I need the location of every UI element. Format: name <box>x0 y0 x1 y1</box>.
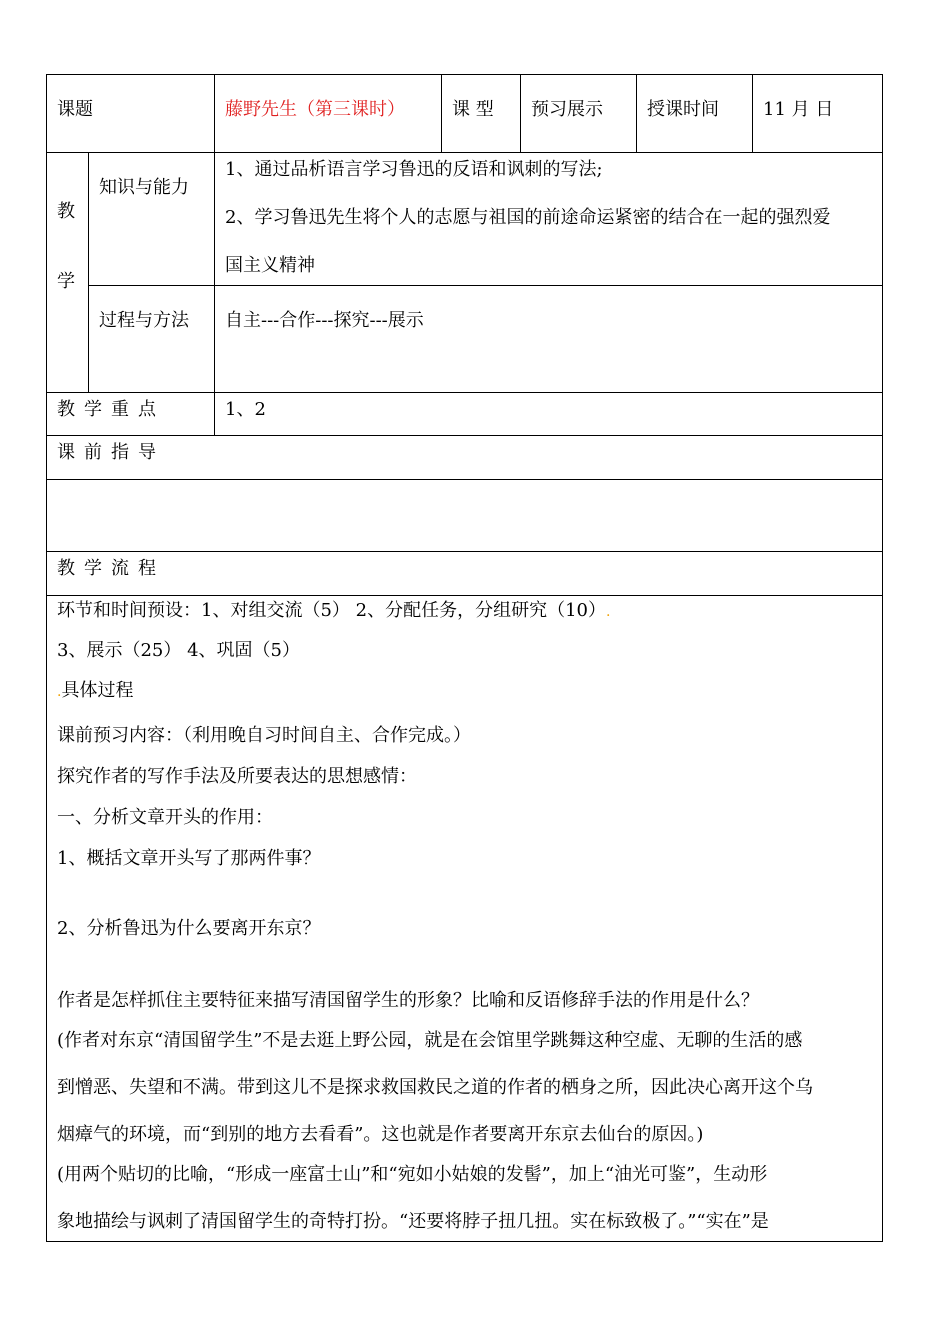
topic-value-cell <box>215 75 442 153</box>
time-value: 11 月 日 <box>763 99 834 120</box>
teaching-group-cell <box>47 153 89 393</box>
flow-line-11: 到憎恶、失望和不满。带到这儿不是探求救国救民之道的作者的栖身之所，因此决心离开这个乌 <box>57 1077 813 1098</box>
teaching-group-label <box>47 153 88 317</box>
topic-label-cell <box>47 75 215 153</box>
flow-content-row <box>47 596 883 1242</box>
time-label-cell <box>637 75 753 153</box>
flow-line-7: 1、概括文章开头写了那两件事？ <box>57 848 321 869</box>
type-label: 课 型 <box>452 99 494 120</box>
focus-label: 教学重点 <box>57 399 165 420</box>
flow-label-row <box>47 552 883 596</box>
focus-label-cell <box>47 393 215 436</box>
knowledge-content <box>215 153 882 277</box>
knowledge-row <box>47 153 883 286</box>
lesson-plan-table <box>46 74 883 1242</box>
guidance-row <box>47 436 883 480</box>
group-label-char-1: 教 <box>57 201 75 222</box>
flow-content <box>47 596 882 1241</box>
time-label: 授课时间 <box>647 99 719 120</box>
flow-line-1 <box>57 600 876 640</box>
time-value-cell <box>753 75 883 153</box>
type-value-cell <box>521 75 637 153</box>
guidance-body-cell <box>47 480 883 552</box>
flow-line-6: 一、分析文章开头的作用： <box>57 807 273 828</box>
topic-label: 课题 <box>57 99 93 120</box>
flow-line-12: 烟瘴气的环境，而“到别的地方去看看”。这也就是作者要离开东京去仙台的原因。) <box>57 1124 704 1145</box>
flow-line-4: 课前预习内容：（利用晚自习时间自主、合作完成。） <box>57 725 471 746</box>
flow-line-3 <box>57 680 876 725</box>
flow-content-cell <box>47 596 883 1242</box>
flow-line-5: 探究作者的写作手法及所要表达的思想感情： <box>57 766 417 787</box>
process-value: 自主---合作---探究---展示 <box>225 310 424 331</box>
guidance-label-cell <box>47 436 883 480</box>
knowledge-label-cell <box>89 153 215 286</box>
type-value: 预习展示 <box>531 99 603 120</box>
header-row <box>47 75 883 153</box>
edit-mark-1: . <box>605 604 611 620</box>
type-label-cell <box>442 75 521 153</box>
knowledge-label: 知识与能力 <box>99 177 189 198</box>
group-label-char-2: 学 <box>57 271 75 292</box>
process-label-cell <box>89 286 215 393</box>
flow-line-9: 作者是怎样抓住主要特征来描写清国留学生的形象？比喻和反语修辞手法的作用是什么？ <box>57 990 759 1011</box>
knowledge-item-1: 1、通过品析语言学习鲁迅的反语和讽刺的写法; <box>225 159 603 180</box>
focus-value: 1、2 <box>225 399 266 420</box>
focus-row <box>47 393 883 436</box>
knowledge-content-cell <box>215 153 883 286</box>
guidance-label: 课前指导 <box>57 442 165 463</box>
flow-label-cell <box>47 552 883 596</box>
flow-line-14: 象地描绘与讽刺了清国留学生的奇特打扮。“还要将脖子扭几扭。实在标致极了。”“实在”是 <box>57 1211 769 1232</box>
edit-mark-2: . <box>57 684 62 700</box>
flow-line-13: (用两个贴切的比喻，“形成一座富士山”和“宛如小姑娘的发髻”，加上“油光可鉴”，生动形 <box>57 1164 768 1185</box>
topic-value: 藤野先生（第三课时） <box>225 99 405 120</box>
flow-line-10: (作者对东京“清国留学生”不是去逛上野公园，就是在会馆里学跳舞这种空虚、无聊的生活的感 <box>57 1030 803 1051</box>
guidance-body-row <box>47 480 883 552</box>
knowledge-item-2b: 国主义精神 <box>225 255 315 276</box>
flow-line-2: 3、展示（25） 4、巩固（5） <box>57 640 300 661</box>
process-row <box>47 286 883 393</box>
knowledge-item-2a: 2、学习鲁迅先生将个人的志愿与祖国的前途命运紧密的结合在一起的强烈爱 <box>225 207 831 228</box>
focus-value-cell <box>215 393 883 436</box>
process-content-cell <box>215 286 883 393</box>
flow-line-1-text: 环节和时间预设：1、对组交流（5） 2、分配任务，分组研究（10） <box>57 600 606 621</box>
process-label: 过程与方法 <box>99 310 189 331</box>
flow-label: 教学流程 <box>57 558 165 579</box>
flow-line-8: 2、分析鲁迅为什么要离开东京？ <box>57 918 321 939</box>
flow-line-3-text: 具体过程 <box>61 680 134 701</box>
